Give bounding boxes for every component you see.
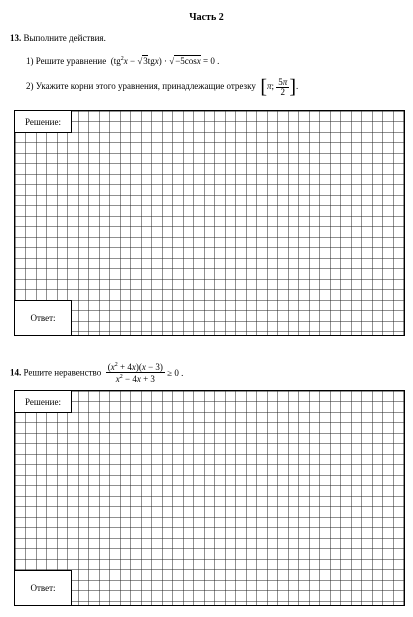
task-13-item-1 — [26, 54, 219, 67]
task-14-solution-grid[interactable] — [14, 390, 405, 606]
task-13-interval: [π; $\frac{5\pi}{2}$ ]. — [260, 76, 299, 98]
task-13-answer-label: Ответ: — [15, 300, 72, 335]
task-14-header — [10, 362, 183, 385]
task-14-inequality: $\frac{(x^2 + 4x)(x - 3)}{x^2 - 4x + 3}$ ≥ 0 . — [107, 362, 184, 384]
task-13-instruction: Выполните действия. — [23, 33, 106, 43]
task-13-item-1-text: 1) Решите уравнение — [26, 56, 107, 66]
task-13-equation: $(tg^2x - √3tgx) \cdot √-5\cos x = 0$ . — [108, 56, 220, 66]
task-13-header — [10, 33, 106, 44]
task-14-answer-label: Ответ: — [15, 570, 72, 605]
task-13-solution-grid[interactable] — [14, 110, 405, 336]
task-13-solution-label: Решение: — [15, 111, 72, 133]
task-14-solution-label: Решение: — [15, 391, 72, 413]
part-title: Часть 2 — [189, 12, 224, 23]
task-13-item-2 — [26, 77, 298, 97]
task-14-instruction: Решите неравенство — [23, 367, 102, 378]
task-13-item-2-text: 2) Укажите корни этого уравнения, принадлежащие отрезку — [26, 81, 256, 92]
task-14-number: 14. — [10, 367, 22, 378]
task-13-number: 13. — [10, 33, 22, 43]
